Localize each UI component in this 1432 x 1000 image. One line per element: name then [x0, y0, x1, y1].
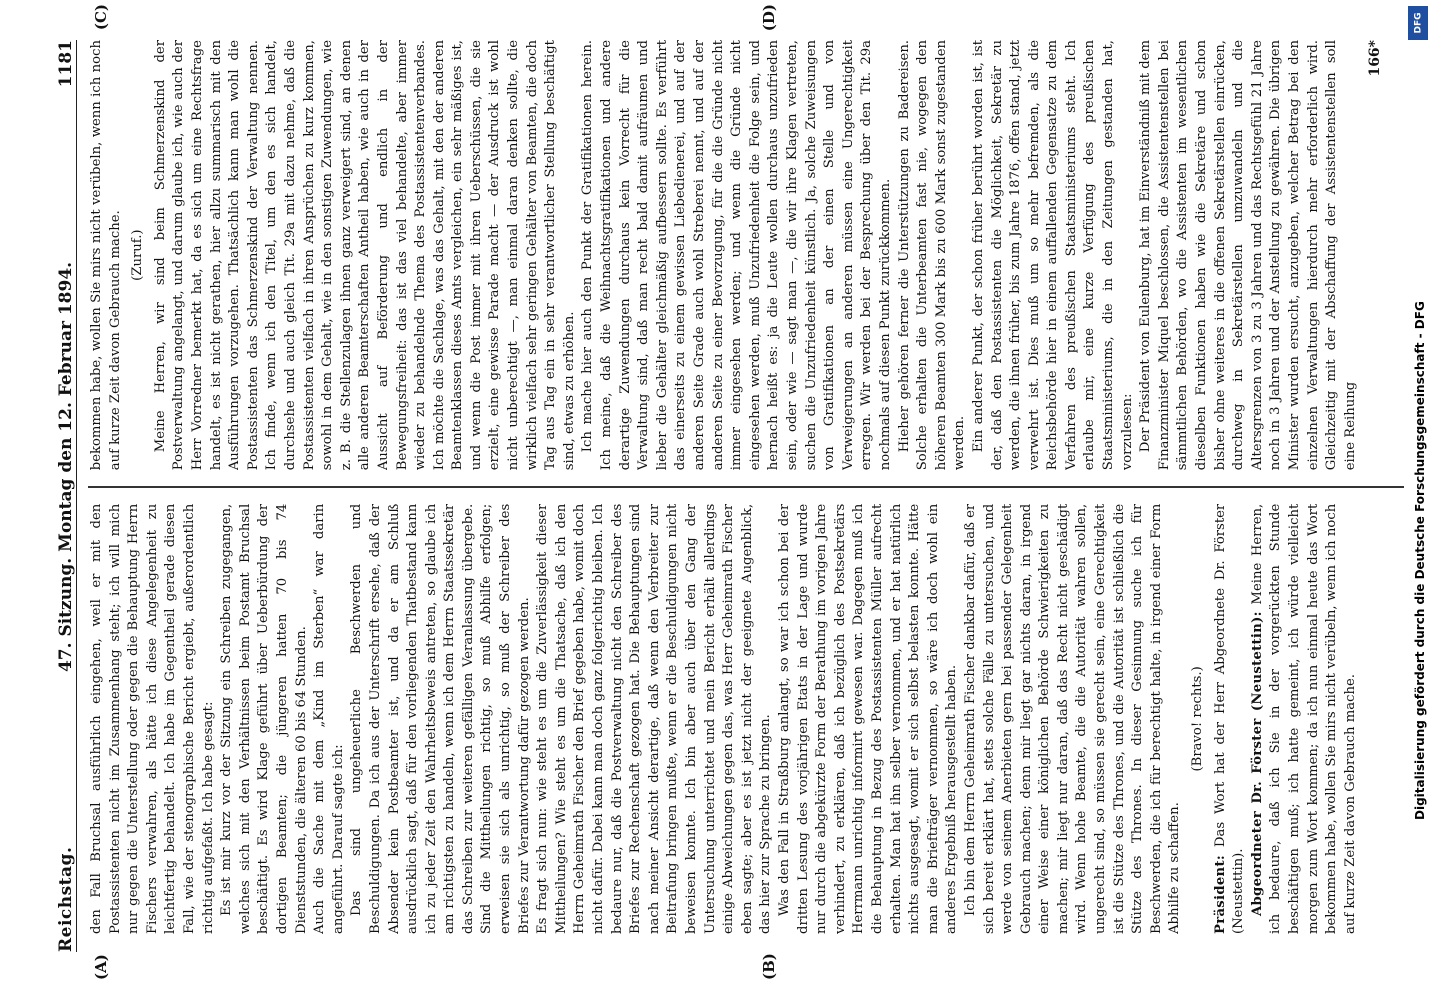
paragraph: den Fall Bruchsal ausführlich eingehen, weil er mit den Postassistenten nicht im Zusammenhang steht; ich will mich nur gegen die Unterstellung oder gegen die Behauptung Herrn Fischers verwahren, als hätte ich diese Angelegenheit zu leichtfertig behandelt. Ich habe im Gegentheil gerade diesen Fall, wie der stenographische Bericht ergiebt, außerordentlich richtig aufgefaßt. Ich habe gesagt: — [89, 503, 216, 934]
margin-letter-a: (A) — [92, 954, 110, 980]
watermark-text: Digitalisierung gefördert durch die Deutsche Forschungsgemeinschaft - DFG — [1413, 301, 1427, 820]
paragraph: Was den Fall in Straßburg anlangt, so war ich schon bei der dritten Lesung des vorjährigen Etats in der Lage und wurde nur durch die abgekürzte Form der Berathung im vorigen Jahre verhindert, zu erklären, daß ich bezüglich des Postsekretärs Herrmann unrichtig informirt gewesen war. Dagegen muß ich die Behauptung in Bezug des Postassistenten Müller aufrecht erhalten. Man hat ihn selber vernommen, und er hat natürlich nichts ausgesagt, womit er sich selbst belasten konnte. Hätte man die Briefträger vernommen, so wäre ich doch wohl ein anderes Ergebniß herausgestellt haben. — [776, 503, 960, 934]
text-columns — [88, 40, 1404, 934]
paragraph: bekommen habe, wollen Sie mirs nicht verübeln, wenn ich noch auf kurze Zeit davon Gebrauch mache. — [89, 40, 123, 471]
paragraph: Ich bin dem Herrn Geheimrath Fischer dankbar dafür, daß er sich bereit erklärt hat, stets solche Fälle zu untersuchen, und werde von seinem Anerbieten gern bei passender Gelegenheit Gebrauch machen; denn mir liegt gar nichts daran, in irgend einer Weise einer königlichen Behörde Schwierigkeiten zu machen; mir liegt nur daran, daß das Recht nicht geschädigt wird. Wenn hohe Beamte, die die Autorität wahren sollen, ungerecht sind, so müssen sie gerecht sein, eine Gerechtigkeit ist die Stütze des Thrones, und die Autorität ist schließlich die Stütze des Thrones. In dieser Gesinnung suche ich für Beschwerden, die ich für berechtigt halte, in irgend einer Form Abhilfe zu schaffen. — [962, 503, 1183, 934]
margin-letter-d: (D) — [760, 4, 778, 32]
header-left: Reichstag. — [56, 846, 76, 952]
paragraph: Hieher gehören ferner die Unterstützungen zu Badereisen. Solche erhalten die Unterbeamten fast nie, wogegen den höheren Beamten 300 Mark bis zu 600 Mark sonst zugestanden werden. — [896, 40, 968, 471]
page-header — [46, 40, 77, 952]
president-label: Präsident: — [1212, 854, 1228, 934]
page-number: 1181 — [56, 40, 76, 88]
dfg-logo-icon — [1408, 6, 1428, 40]
paragraph: Auch die Sache mit dem „Kind im Sterben“ war darin angeführt. Darauf sagte ich: — [312, 503, 346, 934]
president-text: Das Wort hat der Herr Abgeordnete Dr. Förster (Neustettin). — [1212, 503, 1247, 934]
applause-note: (Bravo! rechts.) — [1190, 666, 1206, 772]
paragraph: Meine Herren, wir sind beim Schmerzenskind der Postverwaltung angelangt, und darum glaube ich, wie auch der Herr Vorredner bemerkt hat, da es sich um eine Rechtsfrage handelt, es ist nicht gerathen, hier allzu summarisch mit den Ausführungen vorzugehen. Thatsächlich kann man wohl die Postassistenten das Schmerzenskind der Verwaltung nennen. Ich finde, wenn ich den Titel, um den es sich handelt, durchsehe und auch gleich Tit. 29a mit dazu nehme, daß die Postassistenten vielfach in ihren Ansprüchen zu kurz kommen, sowohl in dem Gehalt, wie in den sonstigen Zuwendungen, wie z. B. die Stellenzulagen ihnen ganz verweigert sind, an denen alle anderen Beamterschaften Antheil haben, wie auch in der Aussicht auf Beförderung und endlich in der Bewegungsfreiheit: das ist das viel behandelte, aber immer wieder zu behandelnde Thema des Postassistentenverbandes. Ich möchte die Sachlage, was das Gehalt, mit den der anderen Beamtenklassen dieses Amts vergleichen, ein sehr mäßiges ist, und wenn die Post immer mit ihren Ueberschüssen, die sie erzielt, eine gewisse Parade macht — der Ausdruck ist wohl nicht unberechtigt —, man einmal daran denken sollte, die wirklich vielfach sehr geringen Gehälter von Beamten, die doch Tag aus Tag ein in sehr verantwortlicher Stellung beschäftigt sind, etwas zu erhöhen. — [152, 40, 577, 471]
left-column — [88, 504, 1404, 934]
right-column — [88, 40, 1404, 470]
speaker-paragraph — [1249, 504, 1361, 934]
paragraph: Es fragt sich nun: wie steht es um die Zuverlässigkeit dieser Mittheilungen? Wie steht es um die Thatsache, daß ich den Herrn Geheimrath Fischer den Brief gegeben habe, womit doch nicht dafür. Dabei kann man doch ganz folgerichtig bleiben. Ich bedaure nur, daß die Postverwaltung nicht den Schreiber des Briefes zur Rechenschaft gezogen hat. Die Behauptungen sind nach meiner Ansicht derartige, daß wenn den Verbreiter zur Beitrafung bringen mußte, wenn er die Beschuldigungen nicht beweisen konnte. Ich bin aber auch über den Gang der Untersuchung unterrichtet und mein Bericht erhält allerdings einige Abweichungen gegen das, was Herr Geheimrath Fischer eben sagte; aber es ist jetzt nicht der geeignete Augenblick, das hier zur Sprache zu bringen. — [535, 503, 774, 934]
paragraph-quote: Es ist mir kurz vor der Sitzung ein Schreiben zugegangen, welches sich mit den Verhältnissen beim Postamt Bruchsal beschäftigt. Es wird Klage geführt über Ueberbürdung der dortigen Beamten; die jüngeren hatten 70 bis 74 Dienststunden, die älteren 60 bis 64 Stunden. — [219, 503, 309, 934]
speaker-text: Meine Herren, ich bedaure, daß ich Sie in der vorgerückten Stunde beschäftigen muß; ich hatte gemeint, ich würde vielleicht morgen zum Wort kommen; da ich nun einmal heute das Wort bekommen habe, wollen Sie mirs nicht verübeln, wenn ich noch auf kurze Zeit davon Gebrauch mache. — [1249, 503, 1358, 934]
paragraph: Ich mache hier auch den Punkt der Gratifikationen herein. Ich meine, daß die Weihnachtsgratifikationen und andere derartige Zuwendungen durchaus kein Vorrecht für die Verwaltung sind, daß man recht bald damit aufräumen und lieber die Gehälter gleichmäßig aufbessern sollte. Es verführt das einerseits zu einem gewissen Liebedienerei, und auf der anderen Seite Grade auch wohl Streberei nennt, und auf der anderen Seite zu einer Bevorzugung, für die die Gründe nicht immer eingesehen werden; und wenn die Gründe nicht eingesehen werden, muß Unzufriedenheit die Folge sein, und hernach heißt es: ja die Leute wollen durchaus unzufrieden sein, oder wie — sagt man —, die wir ihre Klagen vertreten, suchen die Unzufriedenheit künstlich. Ja, solche Zuweisungen von Gratifikationen an der einen Stelle und von Verweigerungen an anderen müssen eine Ungerechtigkeit erregen. Wir werden bei der Besprechung über den Tit. 29a nochmals auf diesen Punkt zurückkommen. — [580, 40, 893, 471]
column-divider — [88, 486, 1404, 488]
margin-letter-b: (B) — [760, 953, 778, 980]
margin-letter-c: (C) — [92, 4, 110, 31]
interjection-note: (Zuruf.) — [130, 229, 146, 281]
president-line — [1212, 504, 1249, 934]
watermark — [1407, 0, 1431, 1000]
paragraph-quote: Das sind ungeheuerliche Beschwerden und Beschuldigungen. Da ich aus der Unterschrift ersehe, daß der Absender kein Postbeamter ist, und da er am Schluß ausdrücklich sagt, daß für den vorliegenden Thatbestand kann ich zu jeder Zeit den Wahrheitsbeweis antreten, so glaube ich am richtigsten zu handeln, wenn ich dem Herrn Staatssekretär das Schreiben zur weiteren gefälligen Veranlassung übergebe. Sind die Mittheilungen richtig, so muß Abhilfe erfolgen; erweisen sie sich als unrichtig, so muß der Schreiber des Briefes zur Verantwortung dafür gezogen werden. — [349, 503, 532, 934]
paragraph: Ein anderer Punkt, der schon früher berührt worden ist, ist der, daß den Postassistenten die Möglichkeit, Sekretär zu werden, die ihnen früher, bis zum Jahre 1876, offen stand, jetzt verwehrt ist. Dies muß um so mehr befremden, als die Reichsbehörde hier in einem auffallenden Gegensatze zu dem Verfahren des preußischen Staatsministeriums steht. Ich erlaube mir, eine kurze Verfügung des preußischen Staatsministeriums, die in den Zeitungen gestanden hat, vorzulesen: — [970, 40, 1135, 471]
paragraph-quote: Der Präsident von Eulenburg, hat im Einverständniß mit dem Finanzminister Miquel beschlossen, die Assistentenstellen bei sämmtlichen Behörden, wo die Assistenten im wesentlichen dieselben Funktionen haben wie die Sekretäre und schon bisher ohne weiteres in die offenen Sekretärstellen einrücken, durchweg in Sekretärstellen umzuwandeln und die Altersgrenzen von 3 zu 3 Jahren und das Rechtsgefühl 21 Jahre noch in 3 Jahren und der Anstellung zu gewähren. Die übrigen Minister wurden ersucht, anzugeben, welcher Betrag bei den einzelnen Verwaltungen hierdurch mehr erforderlich wird. Gleichzeitig mit der Abschaffung der Assistentenstellen soll eine Reihung — [1138, 40, 1358, 471]
header-session-date: 47. Sitzung. Montag den 12. Februar 1894. — [56, 261, 76, 673]
sheet-signature: 166* — [1367, 40, 1384, 77]
dfg-logo-text: DFG — [1413, 12, 1424, 34]
speaker-intro: Abgeordneter Dr. Förster (Neustettin): — [1249, 611, 1265, 916]
